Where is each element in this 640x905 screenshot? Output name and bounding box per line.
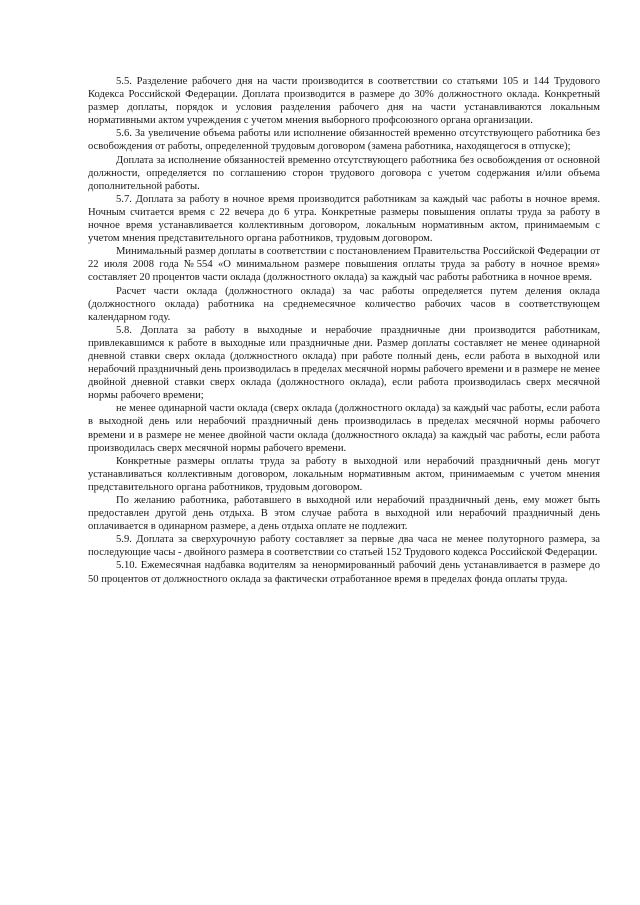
paragraph-5-8-specific: Конкретные размеры оплаты труда за работу в выходной или нерабочий праздничный день могут устанавливаться коллективным договором, локальным нормативным актом, принимаемым с учетом мнения представительного органа работников, трудовым договором. <box>88 455 600 493</box>
paragraph-5-5: 5.5. Разделение рабочего дня на части производится в соответствии со статьями 105 и 144 Трудового Кодекса Российской Федерации. Доплата производится в размере до 30% должностного оклада. Конкретный размер доплаты, порядок и условия разделения рабочего дня на части устанавливаются локальным нормативными актом учреждения с учетом мнения выборного профсоюзного органа организации. <box>88 76 600 127</box>
paragraph-5-8: 5.8. Доплата за работу в выходные и нерабочие праздничные дни производится работникам, привлекавшимся к работе в выходные или праздничные дни. Размер доплаты составляет не менее одинарной дневной ставки сверх оклада (должностного оклада) при работе полный день, если работа в выходной или нерабочий праздничный день производилась в пределах месячной нормы рабочего времени и в размере не менее двойной дневной ставки сверх оклада (должностного оклада), если работа производилась сверх месячной нормы рабочего времени; <box>88 324 600 402</box>
paragraph-5-7: 5.7. Доплата за работу в ночное время производится работникам за каждый час работы в ночное время. Ночным считается время с 22 вечера до 6 утра. Конкретные размеры повышения оплаты труда за работу в ночное время устанавливается коллективным договором, локальным нормативным актом, принимаемым с учетом мнения представительного органа работников, трудовым договором. <box>88 193 600 245</box>
paragraph-5-8-day-off: По желанию работника, работавшего в выходной или нерабочий праздничный день, ему может быть предоставлен другой день отдыха. В этом случае работа в выходной или нерабочий праздничный день оплачивается в одинарном размере, а день отдыха оплате не подлежит. <box>88 495 600 533</box>
paragraph-5-7-minimum: Минимальный размер доплаты в соответствии с постановлением Правительства Российской Федерации от 22 июля 2008 года №554 «О минимальном размере повышения оплаты труда за работу в ночное время» составляет 20 процентов части оклада (должностного оклада) за каждый час работы работника в ночное время. <box>88 246 600 284</box>
paragraph-5-8-hourly: не менее одинарной части оклада (сверх оклада (должностного оклада) за каждый час работы, если работа в выходной день или нерабочий праздничный день производилась в пределах месячной нормы рабочего времени и в размере не менее двойной части оклада (должностного оклада) за каждый час работы, если работа производилась сверх месячной нормы рабочего времени. <box>88 403 600 454</box>
paragraph-5-7-calculation: Расчет части оклада (должностного оклада) за час работы определяется путем деления оклада (должностного оклада) работника на среднемесячное количество рабочих часов в соответствующем календарном году. <box>88 285 600 323</box>
paragraph-5-9: 5.9. Доплата за сверхурочную работу составляет за первые два часа не менее полуторного размера, за последующие часы - двойного размера в соответствии со статьей 152 Трудового кодекса Российской Федерации. <box>88 534 600 559</box>
paragraph-5-6-substitution: Доплата за исполнение обязанностей временно отсутствующего работника без освобождения от основной должности, определяется по соглашению сторон трудового договора с учетом содержания и/или объема дополнительной работы. <box>88 154 600 192</box>
document-page <box>88 75 600 586</box>
paragraph-5-6: 5.6. За увеличение объема работы или исполнение обязанностей временно отсутствующего работника без освобождения от работы, определенной трудовым договором (замена работника, находящегося в отпуске); <box>88 128 600 153</box>
paragraph-5-10: 5.10. Ежемесячная надбавка водителям за ненормированный рабочий день устанавливается в размере до 50 процентов от должностного оклада за фактически отработанное время в пределах фонда оплаты труда. <box>88 560 600 585</box>
